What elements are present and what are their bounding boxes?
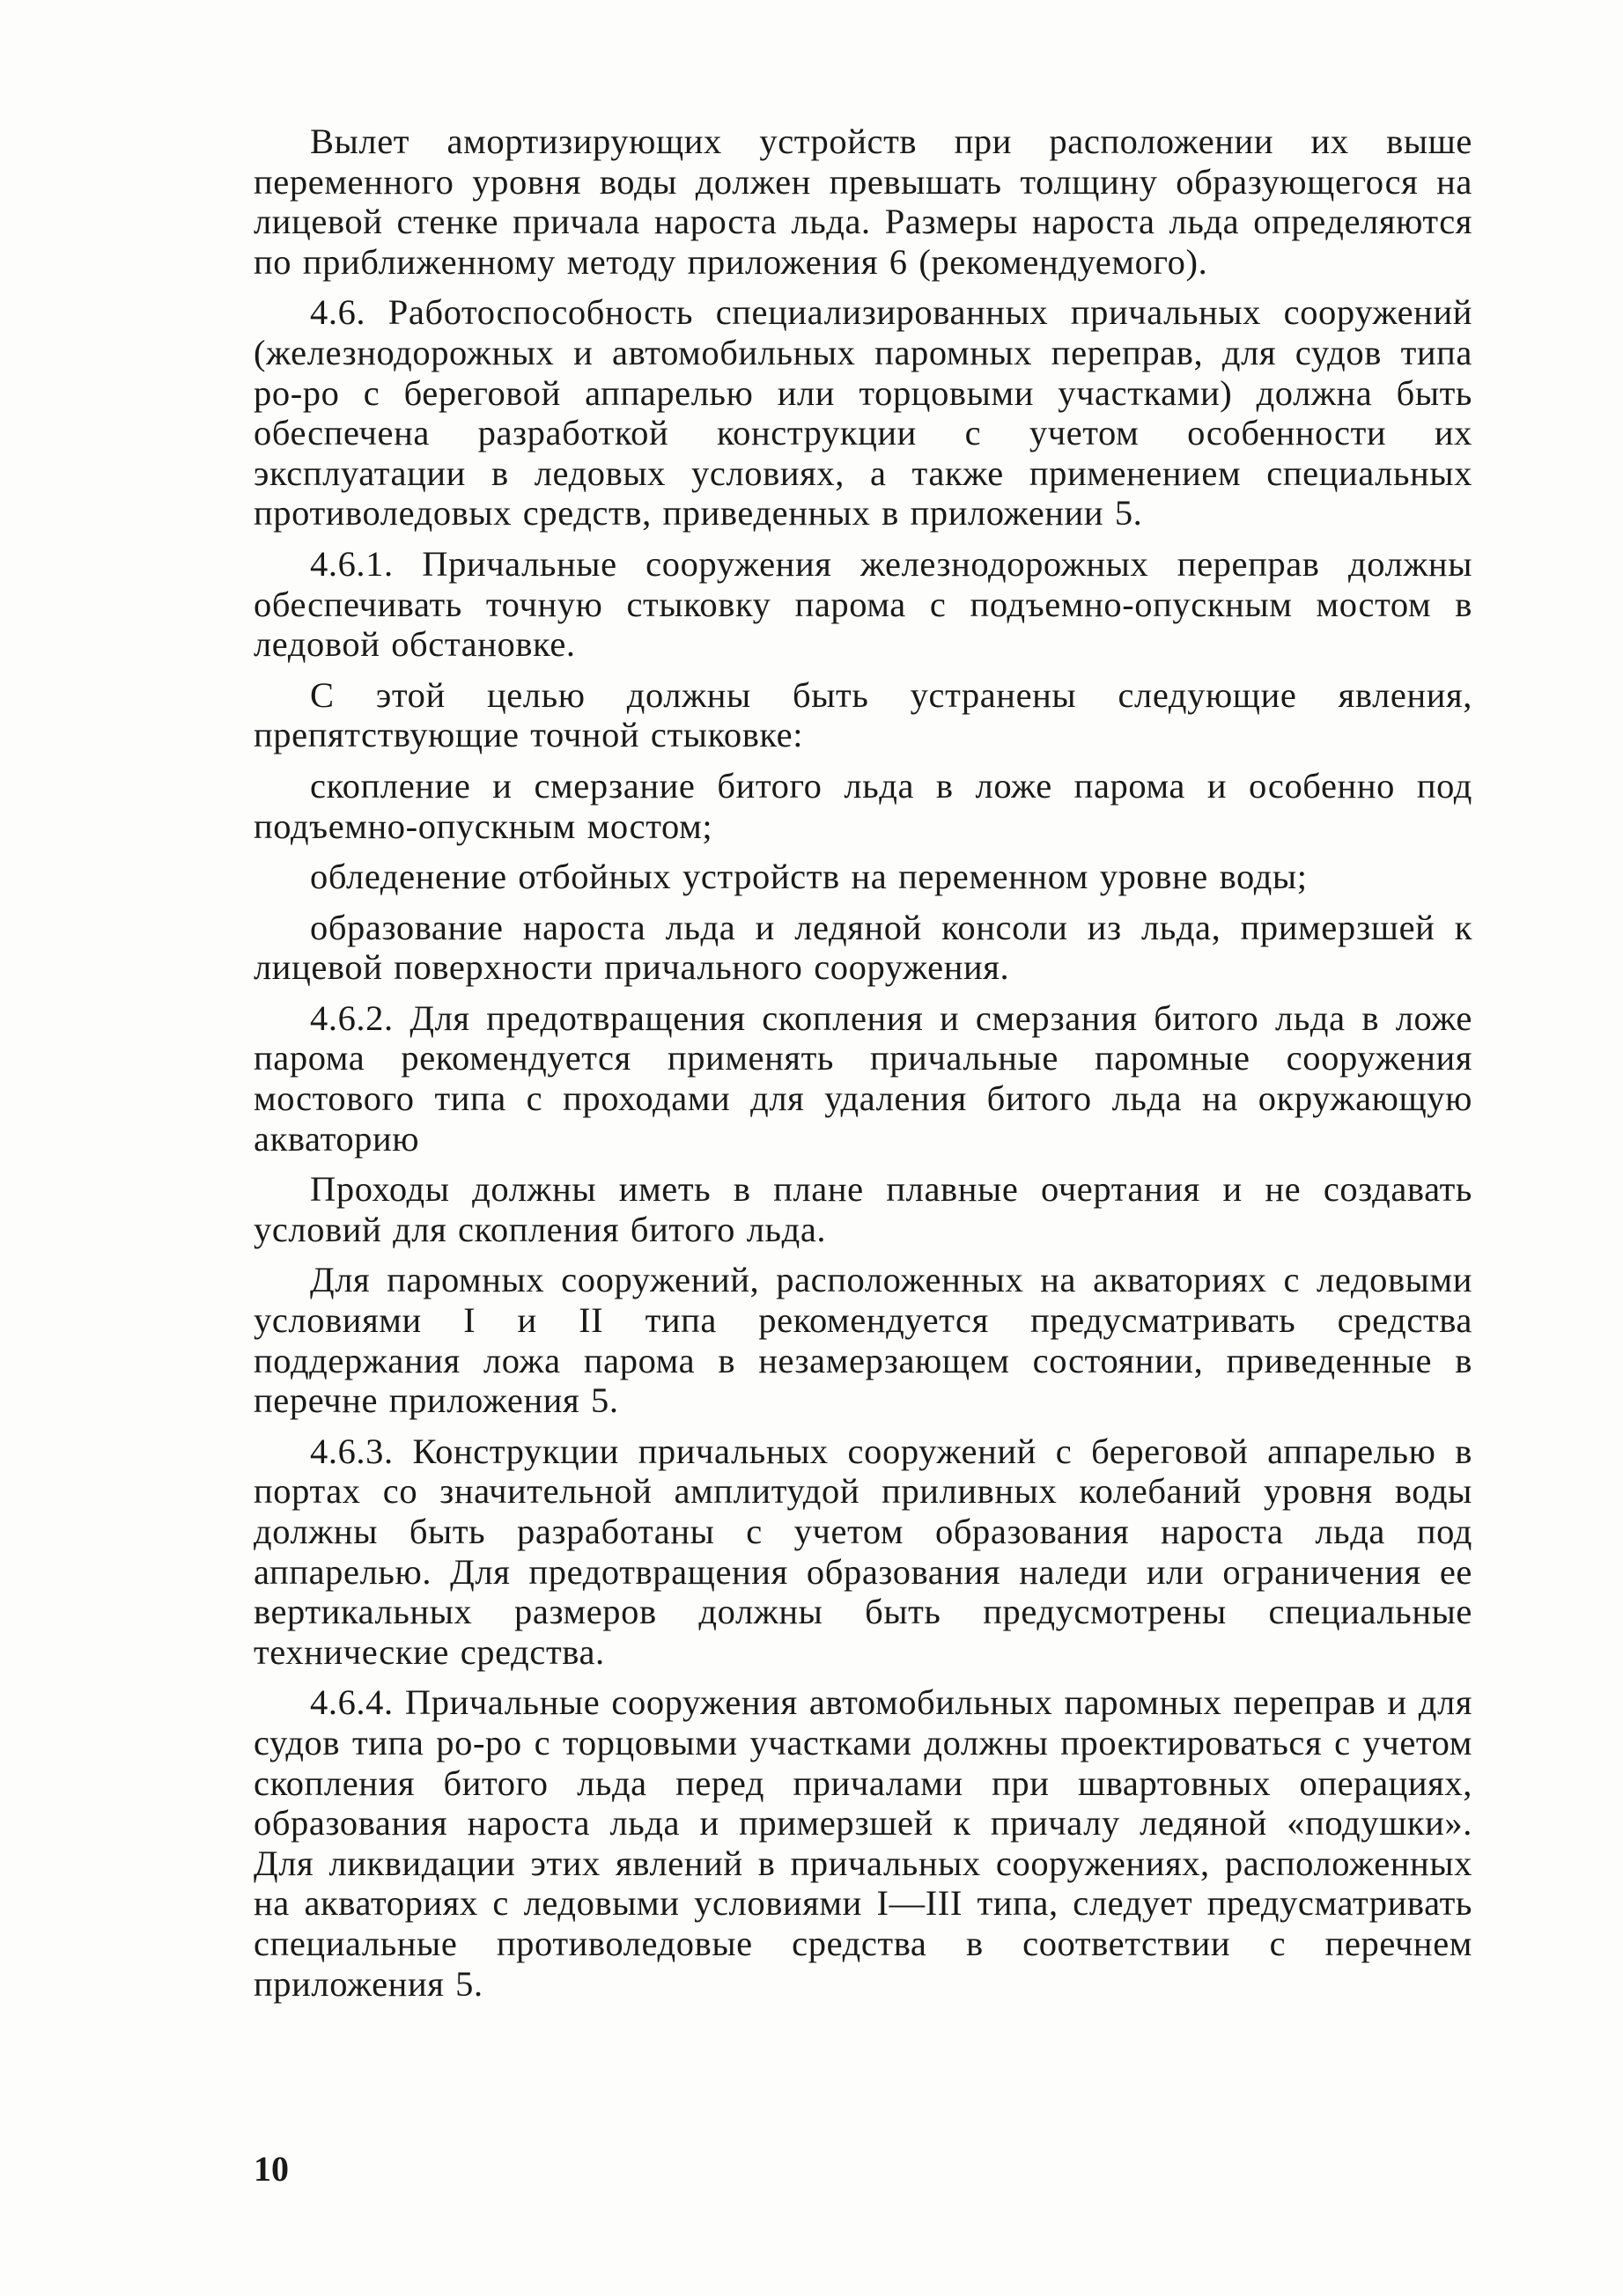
paragraph-4-6-4: 4.6.4. Причальные сооружения автомобильных паромных переправ и для судов типа ро-ро с торцовыми участками должны проектироваться с учетом скопления битого льда перед причалами при швартовных операциях, образования нароста льда и примерзшей к причалу ледяной «подушки». Для ликвидации этих явлений в причальных сооружениях, расположенных на акваториях с ледовыми условиями I—III типа, следует предусматривать специальные противоледовые средства в соответствии с перечнем приложения 5.: [254, 1682, 1472, 2004]
body-text: [254, 121, 1472, 2014]
paragraph-passages: Проходы должны иметь в плане плавные очертания и не создавать условий для скопления битого льда.: [254, 1169, 1472, 1249]
paragraph-4-6-2: 4.6.2. Для предотвращения скопления и смерзания битого льда в ложе парома рекомендуется применять причальные паромные сооружения мостового типа с проходами для удаления битого льда на окружающую акваторию: [254, 997, 1472, 1159]
paragraph-ferry-structures: Для паромных сооружений, расположенных на акваториях с ледовыми условиями I и II типа рекомендуется предусматривать средства поддержания ложа парома в незамерзающем состоянии, приведенные в перечне приложения 5.: [254, 1260, 1472, 1421]
paragraph-list-item-icing: обледенение отбойных устройств на переменном уровне воды;: [310, 857, 1308, 897]
paragraph-list-item-ice-growth: образование нароста льда и ледяной консоли из льда, примерзшей к лицевой поверхности причального сооружения.: [254, 907, 1472, 988]
paragraph-4-6: 4.6. Работоспособность специализированных причальных сооружений (железнодорожных и автомобильных паромных переправ, для судов типа ро-ро с береговой аппарелью или торцовыми участками) должна быть обеспечена разработкой конструкции с учетом особенности их эксплуатации в ледовых условиях, а также применением специальных противоледовых средств, приведенных в приложении 5.: [254, 292, 1472, 534]
paragraph-ice-fender-overhang: Вылет амортизирующих устройств при расположении их выше переменного уровня воды должен превышать толщину образующегося на лицевой стенке причала нароста льда. Размеры нароста льда определяются по приближенному методу приложения 6 (рекомендуемого).: [254, 121, 1472, 282]
page-number: 10: [254, 2149, 289, 2189]
paragraph-4-6-3: 4.6.3. Конструкции причальных сооружений с береговой аппарелью в портах со значительной амплитудой приливных колебаний уровня воды должны быть разработаны с учетом образования нароста льда под аппарелью. Для предотвращения образования наледи или ограничения ее вертикальных размеров должны быть предусмотрены специальные технические средства.: [254, 1431, 1472, 1672]
paragraph-phenomena-intro: С этой целью должны быть устранены следующие явления, препятствующие точной стыковке:: [254, 674, 1472, 755]
paragraph-list-item-accumulation: скопление и смерзание битого льда в ложе парома и особенно под подъемно-опускным мостом;: [254, 765, 1472, 846]
paragraph-4-6-1: 4.6.1. Причальные сооружения железнодорожных переправ должны обеспечивать точную стыковку парома с подъемно-опускным мостом в ледовой обстановке.: [254, 543, 1472, 665]
